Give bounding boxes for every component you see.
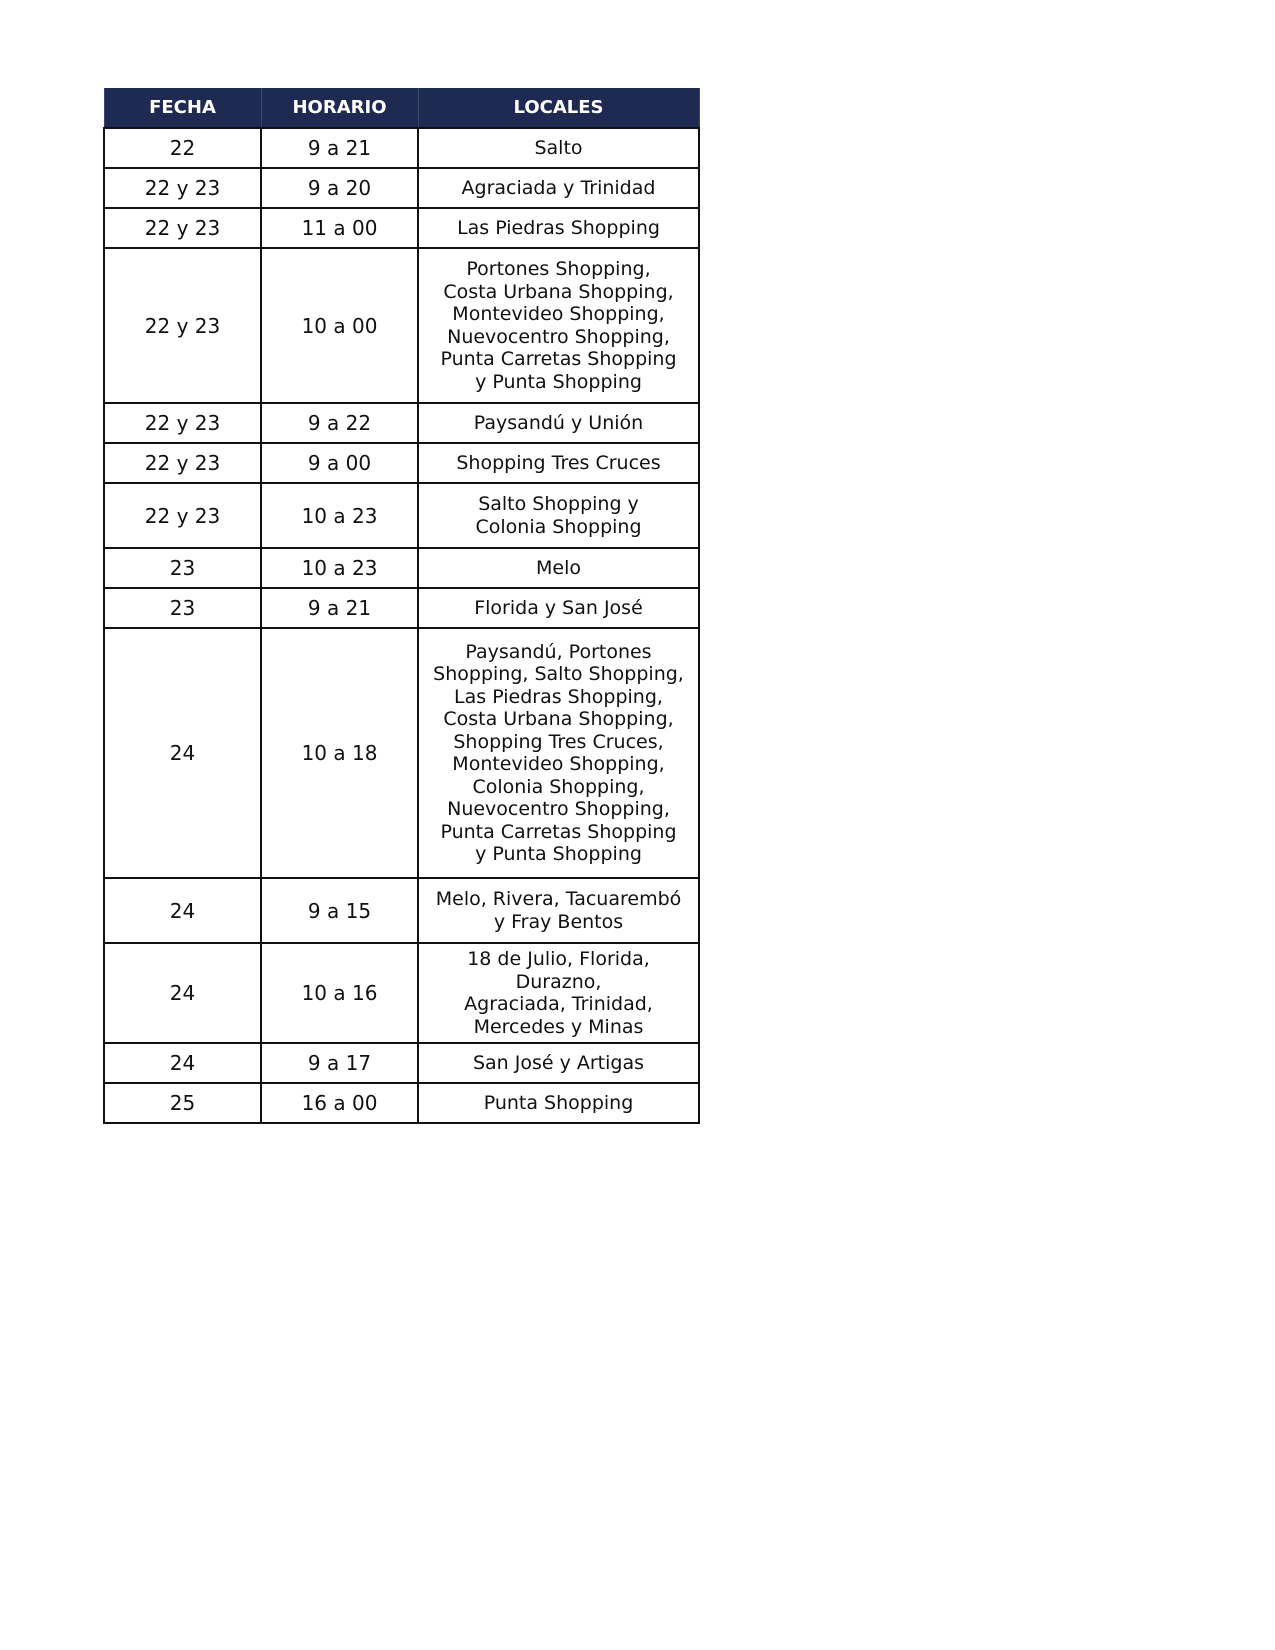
cell-fecha: 22 y 23 [104,443,261,483]
cell-fecha: 22 y 23 [104,483,261,548]
cell-locales: Melo [418,548,699,588]
header-fecha: FECHA [104,88,261,128]
cell-locales: Shopping Tres Cruces [418,443,699,483]
cell-locales: 18 de Julio, Florida, Durazno, Agraciada, Trinidad, Mercedes y Minas [418,943,699,1043]
cell-horario: 10 a 23 [261,548,418,588]
cell-fecha: 24 [104,628,261,878]
table-header [104,88,699,128]
cell-fecha: 22 y 23 [104,248,261,403]
header-locales: LOCALES [418,88,699,128]
schedule-table [103,88,700,1124]
table-row [104,443,699,483]
header-row [104,88,699,128]
cell-fecha: 22 [104,128,261,168]
cell-horario: 9 a 22 [261,403,418,443]
cell-horario: 9 a 21 [261,588,418,628]
cell-locales: Paysandú y Unión [418,403,699,443]
table-row [104,1083,699,1123]
cell-locales: Portones Shopping, Costa Urbana Shopping, Montevideo Shopping, Nuevocentro Shopping, Punta Carretas Shopping y Punta Shopping [418,248,699,403]
cell-locales: San José y Artigas [418,1043,699,1083]
cell-horario: 9 a 00 [261,443,418,483]
cell-horario: 11 a 00 [261,208,418,248]
table-row [104,248,699,403]
cell-locales: Paysandú, Portones Shopping, Salto Shopping, Las Piedras Shopping, Costa Urbana Shopping, Shopping Tres Cruces, Montevideo Shopping, Colonia Shopping, Nuevocentro Shopping, Punta Carretas Shopping y Punta Shopping [418,628,699,878]
cell-horario: 9 a 20 [261,168,418,208]
cell-horario: 9 a 15 [261,878,418,943]
cell-fecha: 22 y 23 [104,403,261,443]
cell-locales: Las Piedras Shopping [418,208,699,248]
cell-fecha: 23 [104,588,261,628]
table-body [104,128,699,1123]
cell-fecha: 24 [104,1043,261,1083]
cell-fecha: 23 [104,548,261,588]
cell-horario: 9 a 21 [261,128,418,168]
table-row [104,1043,699,1083]
table-row [104,878,699,943]
table-row [104,128,699,168]
header-horario: HORARIO [261,88,418,128]
cell-locales: Agraciada y Trinidad [418,168,699,208]
cell-fecha: 24 [104,878,261,943]
table-row [104,588,699,628]
cell-locales: Melo, Rivera, Tacuarembó y Fray Bentos [418,878,699,943]
cell-fecha: 22 y 23 [104,168,261,208]
cell-locales: Punta Shopping [418,1083,699,1123]
table-row [104,628,699,878]
cell-horario: 10 a 16 [261,943,418,1043]
cell-fecha: 25 [104,1083,261,1123]
cell-horario: 16 a 00 [261,1083,418,1123]
cell-horario: 10 a 23 [261,483,418,548]
table-row [104,548,699,588]
table-row [104,403,699,443]
cell-fecha: 24 [104,943,261,1043]
table-row [104,208,699,248]
cell-locales: Salto Shopping y Colonia Shopping [418,483,699,548]
cell-locales: Florida y San José [418,588,699,628]
table-row [104,943,699,1043]
cell-horario: 10 a 00 [261,248,418,403]
cell-horario: 9 a 17 [261,1043,418,1083]
table-row [104,168,699,208]
cell-horario: 10 a 18 [261,628,418,878]
table-row [104,483,699,548]
cell-locales: Salto [418,128,699,168]
cell-fecha: 22 y 23 [104,208,261,248]
